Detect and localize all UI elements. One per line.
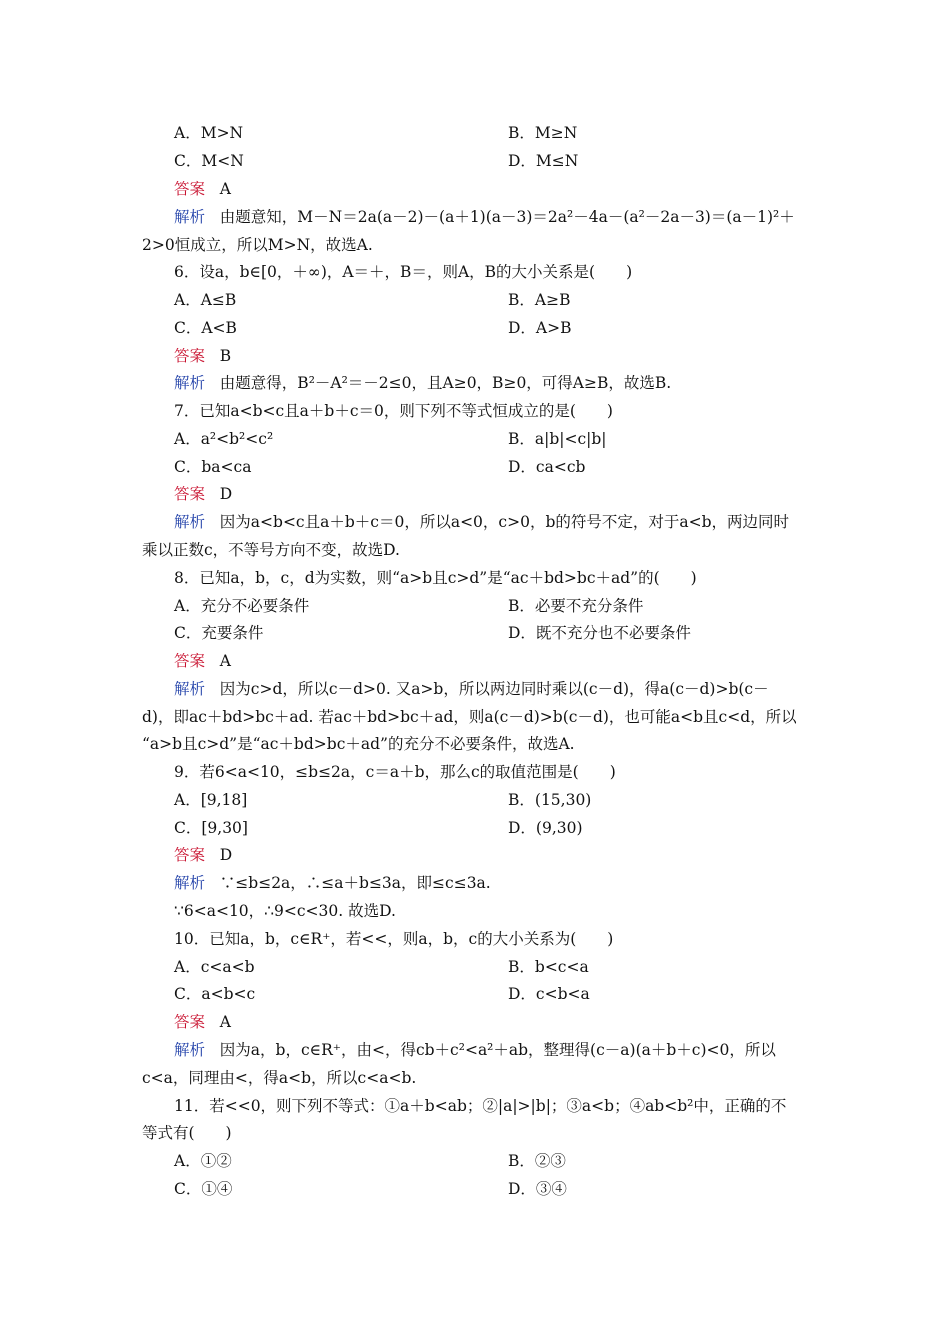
q11-option-d: D．③④ [508,1180,567,1198]
q5-explanation [174,207,795,227]
q5-option-d: D．M≤N [508,152,579,170]
explanation-label: 解析 [174,680,206,698]
q6-option-c: C．A<B [174,319,237,337]
q9-stem: 9．若6<a<10，≤b≤2a，c＝a＋b，那么c的取值范围是( ) [174,763,616,781]
q8-option-c: C．充要条件 [174,624,264,642]
q9-option-b: B．(15,30) [508,791,592,809]
answer-value: D [219,485,233,503]
q6-option-a: A．A≤B [174,291,237,309]
q9-option-d: D．(9,30) [508,819,583,837]
q8-option-a: A．充分不必要条件 [174,597,310,615]
q5-explanation-cont: 2>0恒成立，所以M>N，故选A. [142,236,373,254]
q6-answer [174,346,231,366]
q8-explanation-cont-2: “a>b且c>d”是“ac＋bd>bc＋ad”的充分不必要条件，故选A. [142,735,575,753]
q10-explanation-cont: c<a，同理由<，得a<b，所以c<a<b. [142,1069,417,1087]
q10-stem: 10．已知a，b，c∈R⁺，若<<，则a，b，c的大小关系为( ) [174,930,614,948]
q10-option-b: B．b<c<a [508,958,589,976]
q6-option-d: D．A>B [508,319,572,337]
answer-label: 答案 [174,846,206,864]
answer-label: 答案 [174,1013,206,1031]
q10-explanation [174,1040,776,1060]
q11-stem: 11．若<<0，则下列不等式：①a＋b<ab；②|a|>|b|；③a<b；④ab<b²中，正确的不 [174,1097,787,1115]
q7-explanation-cont: 乘以正数c，不等号方向不变，故选D. [142,541,400,559]
q7-option-a: A．a²<b²<c² [174,430,274,448]
explanation-label: 解析 [174,1041,206,1059]
q11-option-c: C．①④ [174,1180,233,1198]
q5-option-c: C．M<N [174,152,244,170]
explanation-text: 因为a<b<c且a＋b＋c＝0，所以a<0，c>0，b的符号不定，对于a<b，两边同时 [219,513,790,531]
q10-option-c: C．a<b<c [174,985,256,1003]
explanation-text: ∵≤b≤2a，∴≤a＋b≤3a，即≤c≤3a. [219,874,491,892]
q8-answer [174,651,231,671]
q7-answer [174,484,232,504]
explanation-text: 由题意知，M－N＝2a(a－2)－(a＋1)(a－3)＝2a²－4a－(a²－2a－3)＝(a－1)²＋ [219,208,795,226]
q9-option-a: A．[9,18] [174,791,248,809]
q8-explanation [174,679,769,699]
q6-option-b: B．A≥B [508,291,571,309]
answer-value: A [219,652,231,670]
explanation-label: 解析 [174,208,206,226]
q5-option-a: A．M>N [174,124,244,142]
answer-value: D [219,846,233,864]
q10-option-d: D．c<b<a [508,985,590,1003]
q7-option-b: B．a|b|<c|b| [508,430,607,448]
q11-stem-cont: 等式有( ) [142,1124,232,1142]
answer-value: A [219,180,231,198]
explanation-text: 由题意得，B²－A²＝－2≤0，且A≥0，B≥0，可得A≥B，故选B. [219,374,672,392]
q5-option-b: B．M≥N [508,124,578,142]
q6-stem: 6．设a，b∈[0，＋∞)，A＝＋，B＝，则A，B的大小关系是( ) [174,263,633,281]
q9-answer [174,845,232,865]
explanation-text: 因为a，b，c∈R⁺，由<，得cb＋c²<a²＋ab，整理得(c－a)(a＋b＋c)<0，所以 [219,1041,776,1059]
q5-answer [174,179,231,199]
q9-explanation-cont: ∵6<a<10，∴9<c<30. 故选D. [174,902,396,920]
q11-option-a: A．①② [174,1152,232,1170]
q7-explanation [174,512,789,532]
q6-explanation [174,373,671,393]
answer-label: 答案 [174,347,206,365]
q9-explanation [174,873,491,893]
q8-option-b: B．必要不充分条件 [508,597,644,615]
q10-option-a: A．c<a<b [174,958,255,976]
explanation-label: 解析 [174,513,206,531]
answer-label: 答案 [174,180,206,198]
explanation-label: 解析 [174,874,206,892]
q8-explanation-cont: d)，即ac＋bd>bc＋ad. 若ac＋bd>bc＋ad，则a(c－d)>b(c－d)，也可能a<b且c<d，所以 [142,708,797,726]
answer-label: 答案 [174,652,206,670]
q11-option-b: B．②③ [508,1152,566,1170]
answer-value: B [219,347,232,365]
q7-stem: 7．已知a<b<c且a＋b＋c＝0，则下列不等式恒成立的是( ) [174,402,613,420]
q7-option-d: D．ca<cb [508,458,586,476]
q8-stem: 8．已知a，b，c，d为实数，则“a>b且c>d”是“ac＋bd>bc＋ad”的( ) [174,569,697,587]
q7-option-c: C．ba<ca [174,458,252,476]
answer-label: 答案 [174,485,206,503]
q8-option-d: D．既不充分也不必要条件 [508,624,691,642]
explanation-label: 解析 [174,374,206,392]
answer-value: A [219,1013,231,1031]
q10-answer [174,1012,231,1032]
explanation-text: 因为c>d，所以c－d>0. 又a>b，所以两边同时乘以(c－d)，得a(c－d)>b(c－ [219,680,769,698]
q9-option-c: C．[9,30] [174,819,248,837]
